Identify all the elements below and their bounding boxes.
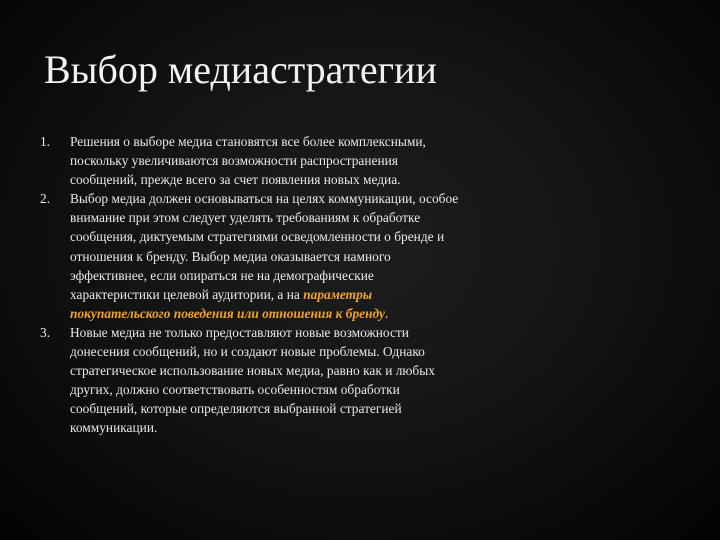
list-item-text: Выбор медиа должен основываться на целях коммуникации, особое внимание при этом следует уделять требованиям к обработке сообщения, диктуемым стратегиями осведомленности о бренде и отношения к бренду. Выбор медиа оказывается намного эффективнее, если опираться не на демографические характеристики целевой аудитории, а на <box>70 191 459 302</box>
list-item-text-end: . <box>384 305 389 321</box>
numbered-list <box>40 132 460 438</box>
list-item-text: Решения о выборе медиа становятся все более комплексными, поскольку увеличиваются возможности распространения сообщений, прежде всего за счет появления новых медиа. <box>70 134 426 188</box>
list-item-number: 1. <box>40 134 51 149</box>
list-item-2 <box>40 189 460 323</box>
highlighted-phrase: параметры покупательского поведения или отношения к бренду <box>70 286 385 321</box>
list-item-1 <box>40 132 460 189</box>
list-item-number: 3. <box>40 324 51 340</box>
slide-title: Выбор медиастратегии <box>44 47 437 92</box>
list-item-text: Новые медиа не только предоставляют новые возможности донесения сообщений, но и создают новые проблемы. Однако стратегическое использование новых медиа, равно как и любых других, должно соответствовать особенностям обработки сообщений, которые определяются выбранной стратегией коммуникации. <box>70 324 435 436</box>
list-item-3 <box>40 323 460 438</box>
list-item-number: 2. <box>40 191 51 207</box>
